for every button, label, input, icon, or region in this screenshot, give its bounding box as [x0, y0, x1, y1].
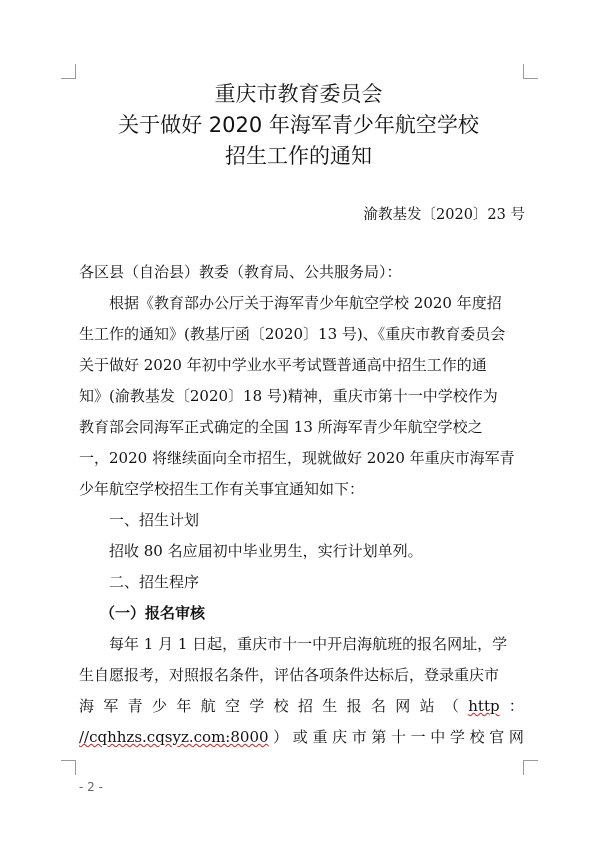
crop-mark-top-left — [61, 64, 76, 79]
section-2-heading: 二、招生程序 — [109, 573, 200, 591]
text-char: 少 — [151, 697, 167, 715]
paragraph-2-line-2: 生自愿报考，对照报名条件，评估各项条件达标后，登录重庆市 — [79, 666, 500, 684]
text-char: 报 — [346, 697, 362, 715]
text-char: 第 — [371, 728, 387, 746]
text-char: 军 — [103, 697, 119, 715]
url-protocol: http — [468, 697, 500, 715]
text-char: ） — [273, 728, 289, 746]
text-char: 名 — [370, 697, 386, 715]
text-char: 或 — [292, 728, 308, 746]
text-char: 重 — [312, 728, 328, 746]
text-char: 中 — [430, 728, 446, 746]
paragraph-1-line-2: 生工作的通知》(教基厅函〔2020〕13 号)、《重庆市教育委员会 — [79, 325, 506, 343]
text-char: 网 — [395, 697, 411, 715]
page-number: - 2 - — [79, 780, 103, 794]
text-char: 学 — [449, 728, 465, 746]
document-number: 渝教基发〔2020〕23 号 — [363, 207, 525, 223]
text-char: 招 — [297, 697, 313, 715]
section-1-text: 招收 80 名应届初中毕业男生，实行计划单列。 — [109, 542, 423, 560]
registration-url[interactable]: //cqhhzs.cqsyz.com:8000 — [79, 728, 269, 746]
text-char: 年 — [176, 697, 192, 715]
paragraph-1-line-4: 知》(渝教基发〔2020〕18 号)精神，重庆市第十一中学校作为 — [79, 387, 498, 405]
paragraph-2-line-3 — [79, 696, 524, 716]
paragraph-2-line-1: 每年 1 月 1 日起，重庆市十一中开启海航班的报名网址，学 — [109, 635, 508, 653]
text-char: 站 — [419, 697, 435, 715]
crop-mark-top-right — [523, 64, 538, 79]
text-char: 空 — [224, 697, 240, 715]
text-char: 官 — [489, 728, 505, 746]
salutation: 各区县（自治县）教委（教育局、公共服务局）： — [79, 263, 402, 281]
section-1-heading: 一、招生计划 — [109, 511, 200, 529]
paragraph-2-line-4 — [79, 727, 524, 747]
paragraph-1-line-5: 教育部会同海军正式确定的全国 13 所海军青少年航空学校之 — [79, 418, 483, 436]
crop-mark-bottom-right — [523, 760, 538, 775]
text-char: 航 — [200, 697, 216, 715]
title-line-2: 关于做好 2020 年海军青少年航空学校 — [118, 113, 479, 137]
text-char: 学 — [249, 697, 265, 715]
text-char: 海 — [79, 697, 95, 715]
text-char: 校 — [273, 697, 289, 715]
paragraph-1-line-6: 一，2020 将继续面向全市招生，现就做好 2020 年重庆市海军青 — [79, 449, 515, 467]
title-line-1: 重庆市教育委员会 — [214, 82, 383, 106]
text-char: 庆 — [332, 728, 348, 746]
text-char: 市 — [351, 728, 367, 746]
paragraph-1-line-1: 根据《教育部办公厅关于海军青少年航空学校 2020 年度招 — [109, 294, 502, 312]
text-char: ： — [508, 697, 524, 715]
title-line-3: 招生工作的通知 — [225, 144, 372, 168]
text-char: （ — [443, 697, 459, 715]
text-char: 十 — [391, 728, 407, 746]
text-char: 校 — [469, 728, 485, 746]
crop-mark-bottom-left — [61, 760, 76, 775]
text-char: 青 — [127, 697, 143, 715]
paragraph-1-line-7: 少年航空学校招生工作有关事宜通知如下： — [79, 480, 365, 498]
text-char: 网 — [508, 728, 524, 746]
subsection-1-heading: （一）报名审核 — [100, 604, 206, 622]
text-char: 生 — [322, 697, 338, 715]
paragraph-1-line-3: 关于做好 2020 年初中学业水平考试暨普通高中招生工作的通 — [79, 356, 487, 374]
text-char: 一 — [410, 728, 426, 746]
